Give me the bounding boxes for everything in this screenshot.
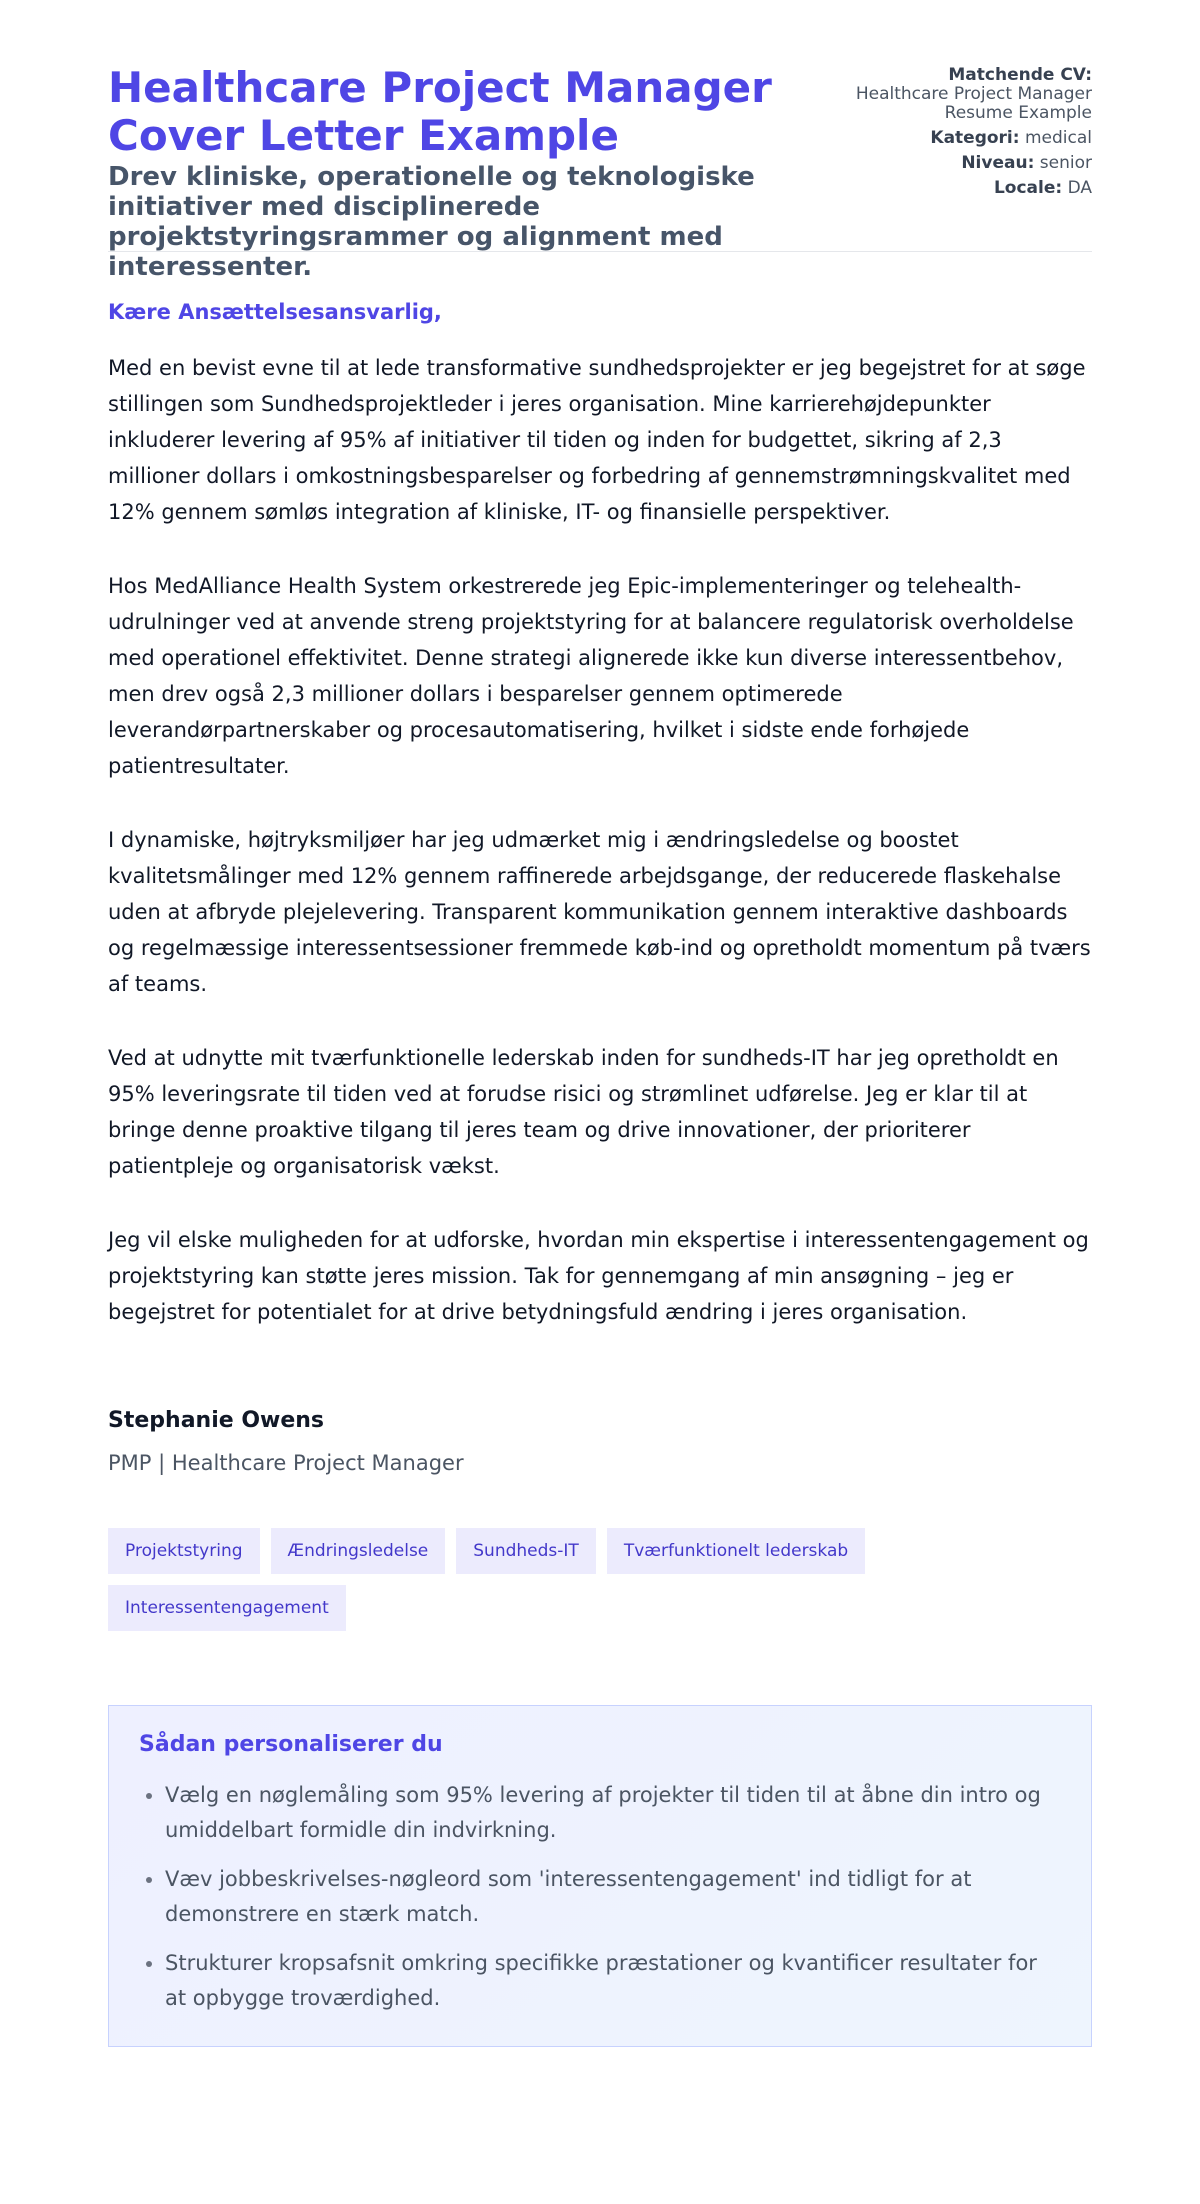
- letter-paragraph: I dynamiske, højtryksmiljøer har jeg udmærket mig i ændringsledelse og boostet kvalitetsmålinger med 12% gennem raffinerede arbejdsgange, der reducerede flaskehalse uden at afbryde plejelevering. Transparent kommunikation gennem interaktive dashboards og regelmæssige interessentsessioner fremmede køb-ind og opretholdt momentum på tværs af teams.: [108, 828, 1091, 996]
- signature-block: [108, 1406, 1092, 1478]
- meta-locale-label: Locale:: [993, 178, 1063, 198]
- meta-category: [852, 129, 1092, 148]
- letter-paragraph: Ved at udnytte mit tværfunktionelle lederskab inden for sundheds-IT har jeg opretholdt en 95% leveringsrate til tiden ved at forudse risici og strømlinet udførelse. Jeg er klar til at bringe denne proaktive tilgang til jeres team og drive innovationer, der prioriterer patientpleje og organisatorisk vækst.: [108, 1046, 1059, 1178]
- tips-title: Sådan personaliserer du: [139, 1732, 443, 1757]
- letter-paragraph: Med en bevist evne til at lede transformative sundhedsprojekter er jeg begejstret for at søge stillingen som Sundhedsprojektleder i jeres organisation. Mine karrierehøjdepunkter inkluderer levering af 95% af initiativer til tiden og inden for budgettet, sikring af 2,3 millioner dollars i omkostningsbesparelser og forbedring af gennemstrømningskvalitet med 12% gennem sømløs integration af kliniske, IT- og finansielle perspektiver.: [108, 356, 1086, 524]
- meta-level: [852, 154, 1092, 173]
- skill-tag: Tværfunktionelt lederskab: [607, 1528, 865, 1574]
- salutation: Kære Ansættelsesansvarlig,: [108, 300, 442, 324]
- meta-matching-cv: [852, 66, 1092, 123]
- letter-paragraph: Hos MedAlliance Health System orkestrerede jeg Epic-implementeringer og telehealth-udrulninger ved at anvende streng projektstyring for at balancere regulatorisk overholdelse med operationel effektivitet. Denne strategi alignerede ikke kun diverse interessentbehov, men drev også 2,3 millioner dollars i besparelser gennem optimerede leverandørpartnerskaber og procesautomatisering, hvilket i sidste ende forhøjede patientresultater.: [108, 574, 1074, 778]
- letter-paragraph: Jeg vil elske muligheden for at udforske, hvordan min ekspertise i interessentengagement og projektstyring kan støtte jeres mission. Tak for gennemgang af min ansøgning – jeg er begejstret for potentialet for at drive betydningsfuld ændring i jeres organisation.: [108, 1228, 1089, 1324]
- skill-tags: [108, 1528, 938, 1631]
- meta-info: [852, 66, 1092, 204]
- meta-level-label: Niveau:: [961, 153, 1035, 173]
- meta-cv-label: Matchende CV:: [948, 65, 1092, 85]
- signature-name: Stephanie Owens: [108, 1408, 325, 1433]
- skill-tag: Projektstyring: [108, 1528, 260, 1574]
- meta-cv-value: Healthcare Project Manager Resume Example: [855, 84, 1092, 123]
- letter-body: [108, 252, 1092, 1478]
- page-subtitle: Drev kliniske, operationelle og teknologiske initiativer med disciplinerede projektstyringsrammer og alignment med interessenter.: [108, 162, 755, 282]
- skill-tag: Interessentengagement: [108, 1585, 346, 1631]
- tip-item: • Strukturer kropsafsnit omkring specifikke præstationer og kvantificer resultater for at opbygge troværdighed.: [165, 1946, 1061, 2016]
- skill-tag: Ændringsledelse: [271, 1528, 446, 1574]
- signature-title: PMP | Healthcare Project Manager: [108, 1451, 464, 1475]
- page-title: Healthcare Project Manager Cover Letter Example: [108, 63, 772, 160]
- meta-category-label: Kategori:: [930, 128, 1020, 148]
- meta-category-value: medical: [1024, 128, 1092, 148]
- meta-locale: [852, 179, 1092, 198]
- meta-level-value: senior: [1039, 153, 1092, 173]
- skill-tag: Sundheds-IT: [456, 1528, 596, 1574]
- meta-locale-value: DA: [1067, 178, 1092, 198]
- tips-list: [139, 1778, 1061, 2016]
- tip-item: • Væv jobbeskrivelses-nøgleord som 'interessentengagement' ind tidligt for at demonstrere en stærk match.: [165, 1862, 1061, 1932]
- page-header: [108, 0, 1092, 282]
- personalization-tips: [108, 1705, 1092, 2047]
- tip-item: • Vælg en nøglemåling som 95% levering af projekter til tiden til at åbne din intro og umiddelbart formidle din indvirkning.: [165, 1778, 1061, 1848]
